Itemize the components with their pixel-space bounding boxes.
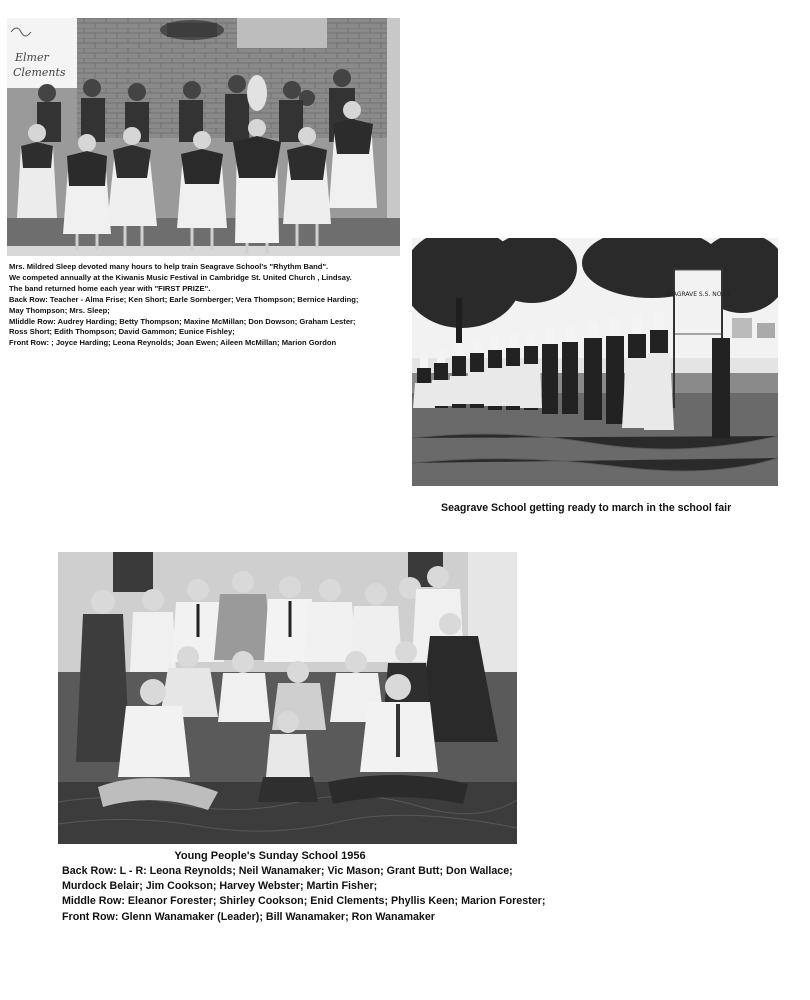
sunday-school-title: Young People's Sunday School 1956: [174, 850, 366, 862]
caption-line: Back Row: L - R: Leona Reynolds; Neil Wanamaker; Vic Mason; Grant Butt; Don Wallace;: [62, 865, 513, 877]
rhythm-band-photo: [7, 18, 400, 256]
school-fair-caption: Seagrave School getting ready to march in the school fair: [441, 502, 732, 514]
caption-line: Mrs. Mildred Sleep devoted many hours to help train Seagrave School's "Rhythm Band".: [9, 262, 329, 271]
caption-line: Front Row: ; Joyce Harding; Leona Reynolds; Joan Ewen; Aileen McMillan; Marion Gordon: [9, 338, 337, 348]
sunday-school-image: [58, 552, 517, 844]
caption-line: Back Row: Teacher - Alma Frise; Ken Short; Earle Sornberger; Vera Thompson; Bernice Harding;: [9, 294, 359, 304]
school-fair-photo: [412, 238, 778, 486]
caption-line: We competed annually at the Kiwanis Music Festival in Cambridge St. United Church , Lindsay.: [9, 272, 352, 282]
school-fair-image: [412, 238, 778, 486]
sunday-school-photo: [58, 552, 517, 844]
caption-line: Middle Row: Eleanor Forester; Shirley Cookson; Enid Clements; Phyllis Keen; Marion Forester;: [62, 895, 546, 908]
handwriting-clements: Clements: [13, 66, 66, 79]
handwriting-elmer: Elmer: [15, 51, 49, 64]
caption-line: Mliddle Row: Audrey Harding; Betty Thompson; Maxine McMillan; Don Dowson; Graham Lester;: [9, 316, 356, 326]
banner-text: SEAGRAVE S.S. NO.17: [665, 291, 731, 298]
caption-line: Front Row: Glenn Wanamaker (Leader); Bill Wanamaker; Ron Wanamaker: [62, 910, 435, 923]
rhythm-band-caption: [9, 262, 409, 349]
caption-line: May Thompson; Mrs. Sleep;: [9, 305, 110, 315]
caption-line: Ross Short; Edith Thompson; David Gammon; Eunice Fishley;: [9, 327, 235, 337]
caption-line: The band returned home each year with "FIRST PRIZE".: [9, 283, 211, 293]
sunday-school-caption: [62, 864, 545, 925]
caption-line: Murdock Belair; Jim Cookson; Harvey Webster; Martin Fisher;: [62, 880, 378, 893]
rhythm-band-image: [7, 18, 400, 256]
